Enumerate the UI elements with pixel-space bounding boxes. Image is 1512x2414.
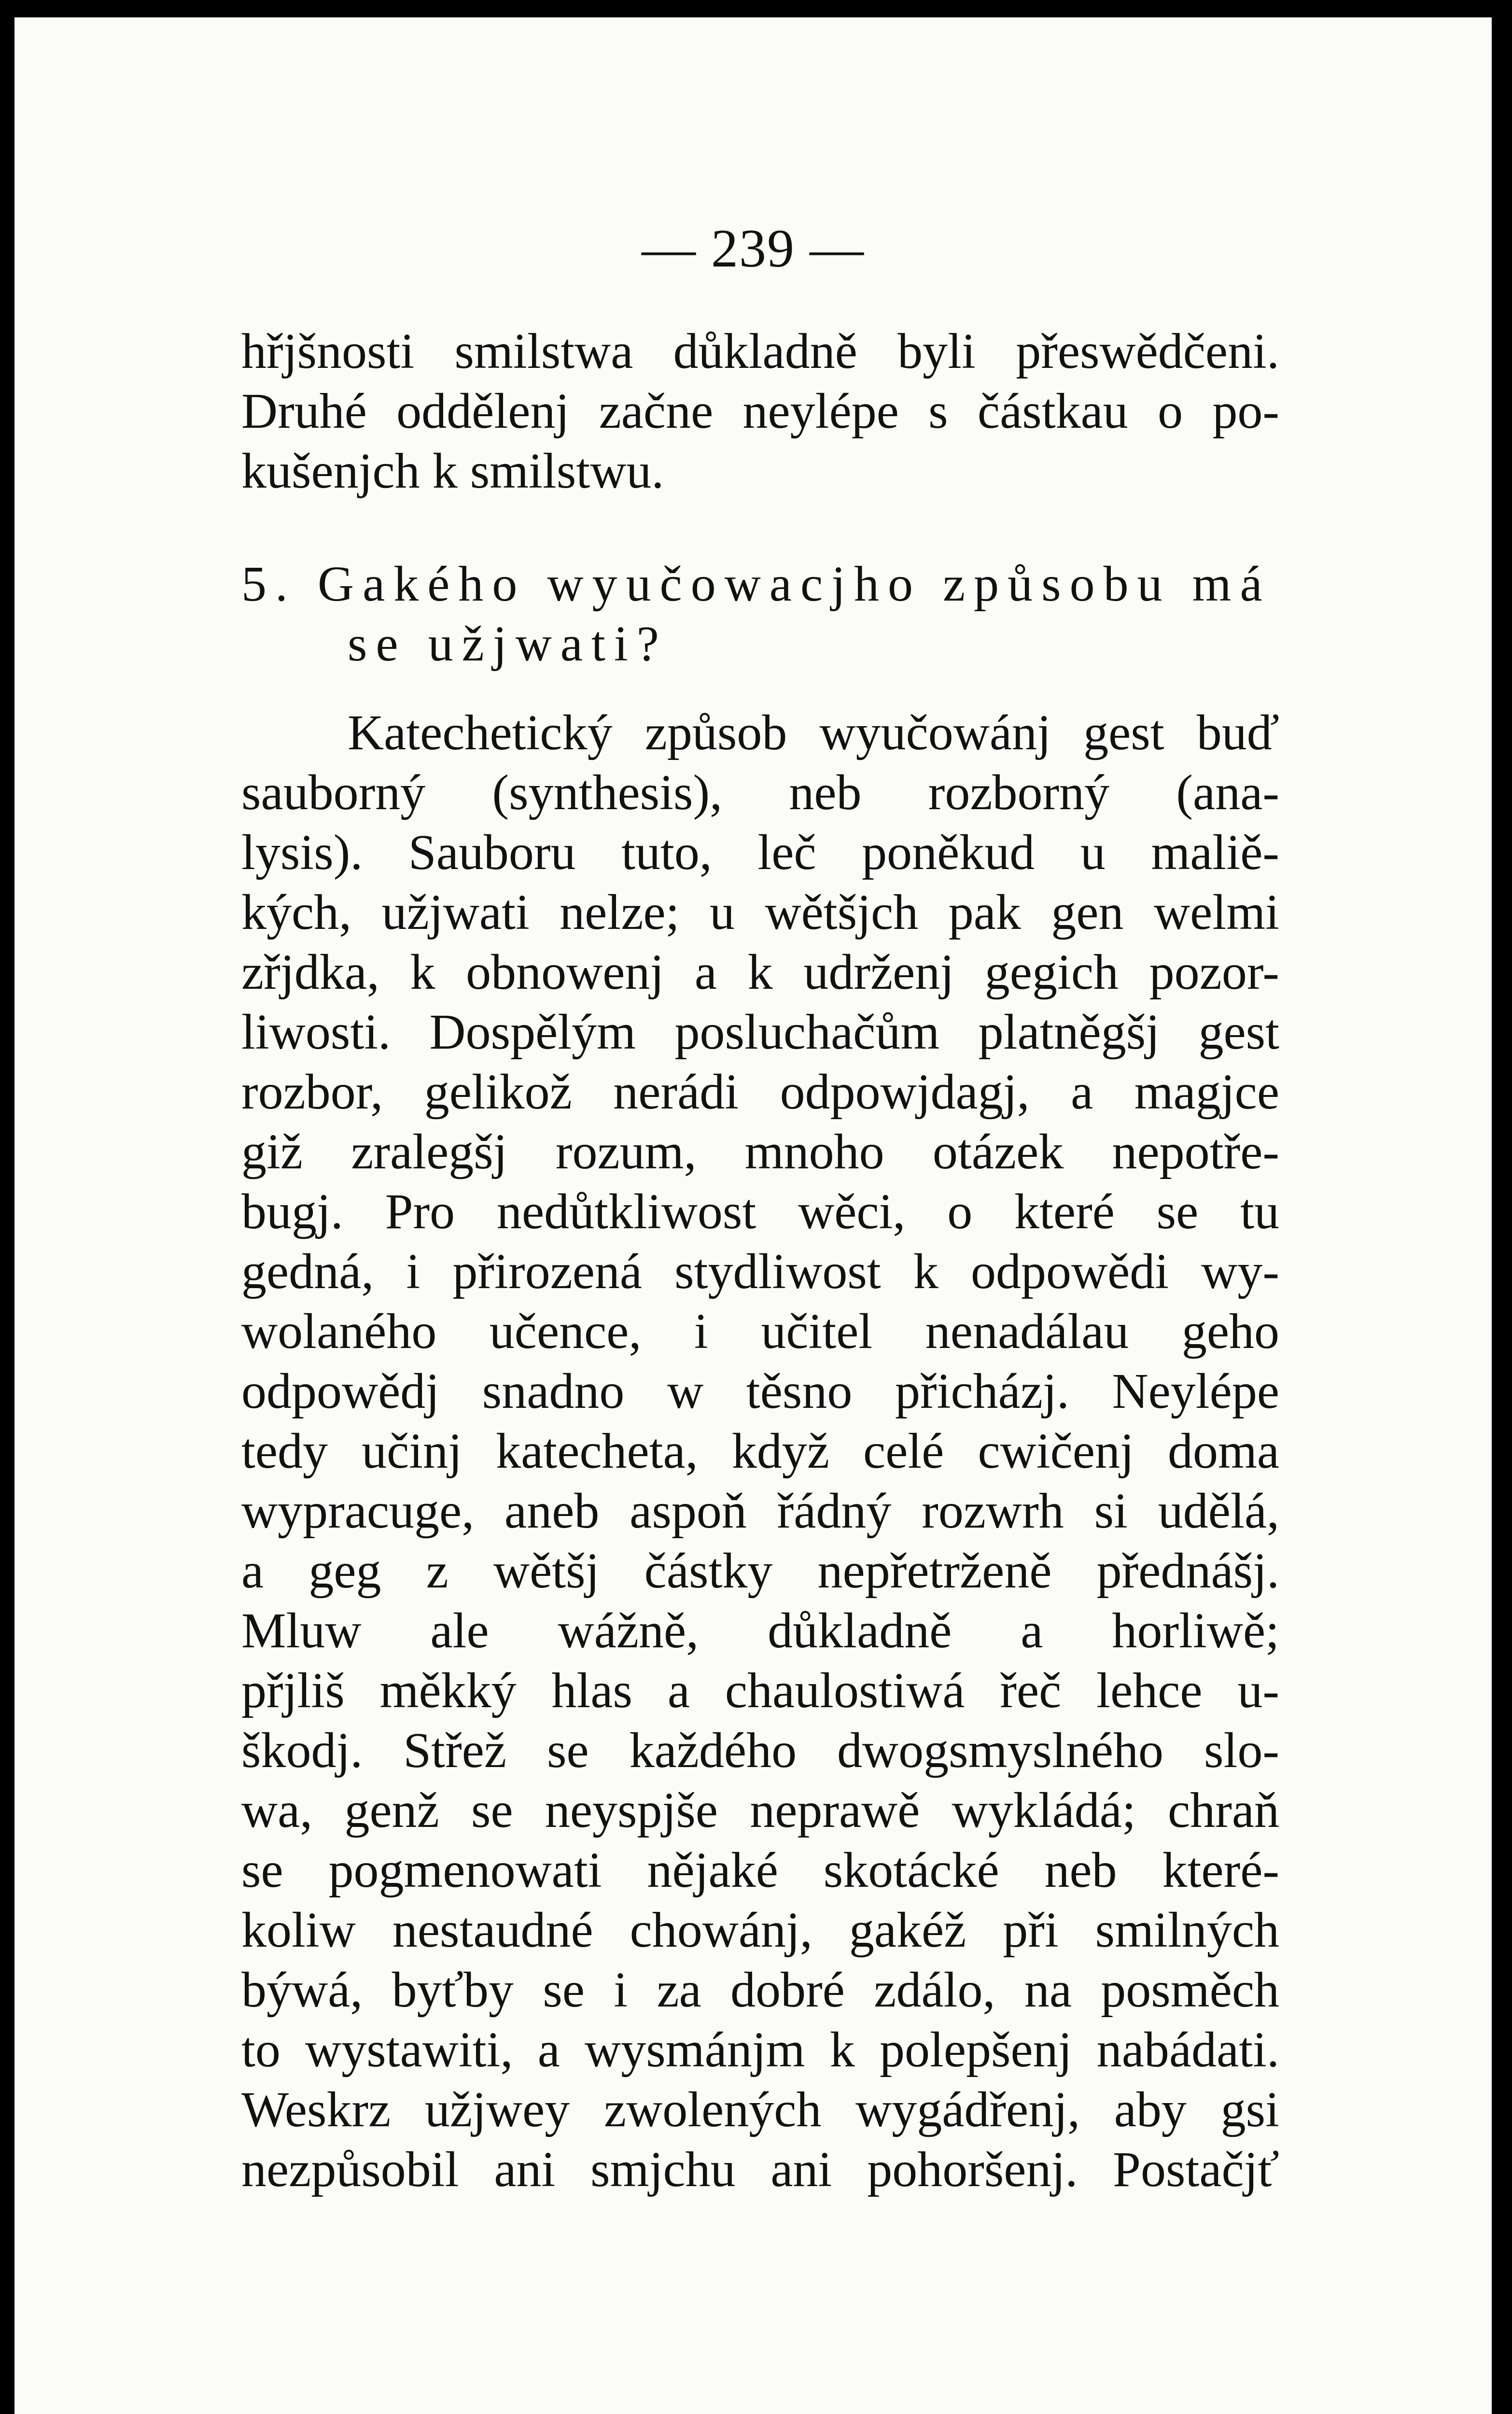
text-line: koliw nestaudné chowánj, gakéž při smilných (241, 1902, 1279, 1958)
text-line: kých, užjwati nelze; u wětšjch pak gen welmi (241, 884, 1279, 940)
paragraph-continuation (241, 322, 1279, 501)
text-line: tedy učinj katecheta, když celé cwičenj doma (241, 1423, 1279, 1479)
paragraph-main (241, 703, 1279, 2200)
text-line: Weskrz užjwey zwolených wygádřenj, aby gsi (241, 2082, 1279, 2137)
text-line: wa, genž se neyspjše neprawě wykládá; chraň (241, 1782, 1279, 1838)
text-line: Katechetický způsob wyučowánj gest buď (348, 705, 1279, 760)
text-line: býwá, byťby se i za dobré zdálo, na posměch (241, 1962, 1279, 2018)
text-line: přjliš měkký hlas a chaulostiwá řeč lehce u- (241, 1663, 1279, 1718)
text-line: Druhé oddělenj začne neylépe s částkau o po- (241, 383, 1279, 439)
text-line: gedná, i přirozená stydliwost k odpowědi wy- (241, 1244, 1279, 1299)
text-line: giž zralegšj rozum, mnoho otázek nepotře- (241, 1124, 1279, 1179)
text-line: se pogmenowati nějaké skotácké neb které- (241, 1842, 1279, 1898)
text-line: odpowědj snadno w těsno přicházj. Neylépe (241, 1363, 1279, 1419)
text-line: škodj. Střež se každého dwogsmyslného slo- (241, 1723, 1279, 1778)
page-number: — 239 — (642, 219, 865, 279)
text-line: a geg z wětšj částky nepřetrženě přednášj. (241, 1543, 1279, 1599)
text-line: zřjdka, k obnowenj a k udrženj gegich pozor- (241, 944, 1279, 1000)
text-line: liwosti. Dospělým posluchačům platněgšj gest (241, 1004, 1279, 1060)
text-line: rozbor, gelikož nerádi odpowjdagj, a magjce (241, 1064, 1279, 1120)
text-line: sauborný (synthesis), neb rozborný (ana- (241, 765, 1279, 820)
text-line: wypracuge, aneb aspoň řádný rozwrh si udělá, (241, 1483, 1279, 1539)
text-line: to wystawiti, a wysmánjm k polepšenj nabádati. (241, 2022, 1279, 2077)
text-line: kušenjch k smilstwu. (241, 443, 664, 499)
book-page (14, 17, 1492, 2414)
text-body (241, 322, 1279, 2200)
text-line: wolaného učence, i učitel nenadálau geho (241, 1304, 1279, 1359)
text-line: Mluw ale wážně, důkladně a horliwě; (241, 1603, 1279, 1658)
heading-line: 5. Gakého wyučowacjho způsobu má (241, 556, 1271, 612)
text-line: nezpůsobil ani smjchu ani pohoršenj. Postačjť (241, 2142, 1279, 2197)
heading-line: se užjwati? (348, 616, 668, 672)
text-line: bugj. Pro nedůtkliwost wěci, o které se tu (241, 1184, 1279, 1239)
text-line: lysis). Sauboru tuto, leč poněkud u maliě- (241, 825, 1279, 880)
text-line: hřjšnosti smilstwa důkladně byli přeswědčeni. (241, 323, 1279, 379)
section-heading (241, 554, 1279, 674)
